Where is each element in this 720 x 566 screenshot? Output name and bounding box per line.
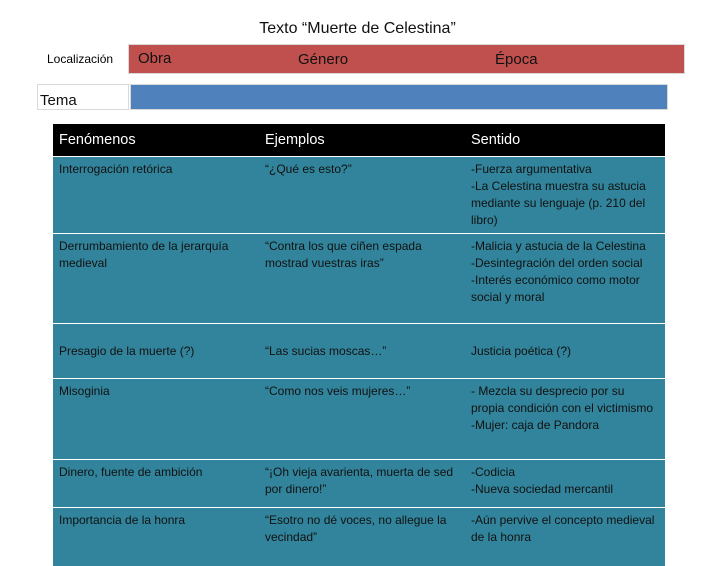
table-row bbox=[53, 508, 665, 566]
sentido-cell: - Mezcla su desprecio por su propia condición con el victimismo -Mujer: caja de Pandora bbox=[465, 379, 665, 460]
sentido-cell: Justicia poética (?) bbox=[465, 324, 665, 379]
header-bar bbox=[37, 44, 685, 74]
table-row bbox=[53, 234, 665, 324]
sentido-cell: -Aún pervive el concepto medieval de la honra bbox=[465, 508, 665, 566]
ejemplo-cell: “¿Qué es esto?” bbox=[259, 157, 465, 234]
column-header-ejemplos: Ejemplos bbox=[259, 124, 465, 157]
table-row bbox=[53, 157, 665, 234]
header-epoca-label: Época bbox=[495, 51, 538, 68]
header-localizacion-label: Localización bbox=[47, 52, 113, 66]
header-obra-label: Obra bbox=[138, 50, 171, 67]
page-title: Texto “Muerte de Celestina” bbox=[0, 20, 715, 38]
column-header-sentido: Sentido bbox=[465, 124, 665, 157]
sentido-cell: -Fuerza argumentativa -La Celestina muestra su astucia mediante su lenguaje (p. 210 del libro) bbox=[465, 157, 665, 234]
table-row bbox=[53, 379, 665, 460]
table-row bbox=[53, 460, 665, 508]
table-row bbox=[53, 324, 665, 379]
fenomeno-cell: Dinero, fuente de ambición bbox=[53, 460, 259, 508]
header-genero-label: Género bbox=[298, 51, 348, 68]
column-header-fenomenos: Fenómenos bbox=[53, 124, 259, 157]
table-header-row bbox=[53, 124, 665, 157]
sentido-cell: -Codicia -Nueva sociedad mercantil bbox=[465, 460, 665, 508]
fenomeno-cell: Importancia de la honra bbox=[53, 508, 259, 566]
fenomeno-cell: Interrogación retórica bbox=[53, 157, 259, 234]
ejemplo-cell: “Como nos veis mujeres…” bbox=[259, 379, 465, 460]
ejemplo-cell: “Contra los que ciñen espada mostrad vuestras iras” bbox=[259, 234, 465, 324]
fenomeno-cell: Derrumbamiento de la jerarquía medieval bbox=[53, 234, 259, 324]
ejemplo-cell: “Esotro no dé voces, no allegue la vecindad” bbox=[259, 508, 465, 566]
sentido-cell: -Malicia y astucia de la Celestina -Desintegración del orden social -Interés económico como motor social y moral bbox=[465, 234, 665, 324]
tema-bar bbox=[130, 84, 668, 110]
ejemplo-cell: “¡Oh vieja avarienta, muerta de sed por dinero!” bbox=[259, 460, 465, 508]
fenomeno-cell: Misoginia bbox=[53, 379, 259, 460]
tema-label: Tema bbox=[40, 92, 77, 109]
ejemplo-cell: “Las sucias moscas…” bbox=[259, 324, 465, 379]
analysis-table bbox=[53, 124, 665, 566]
fenomeno-cell: Presagio de la muerte (?) bbox=[53, 324, 259, 379]
